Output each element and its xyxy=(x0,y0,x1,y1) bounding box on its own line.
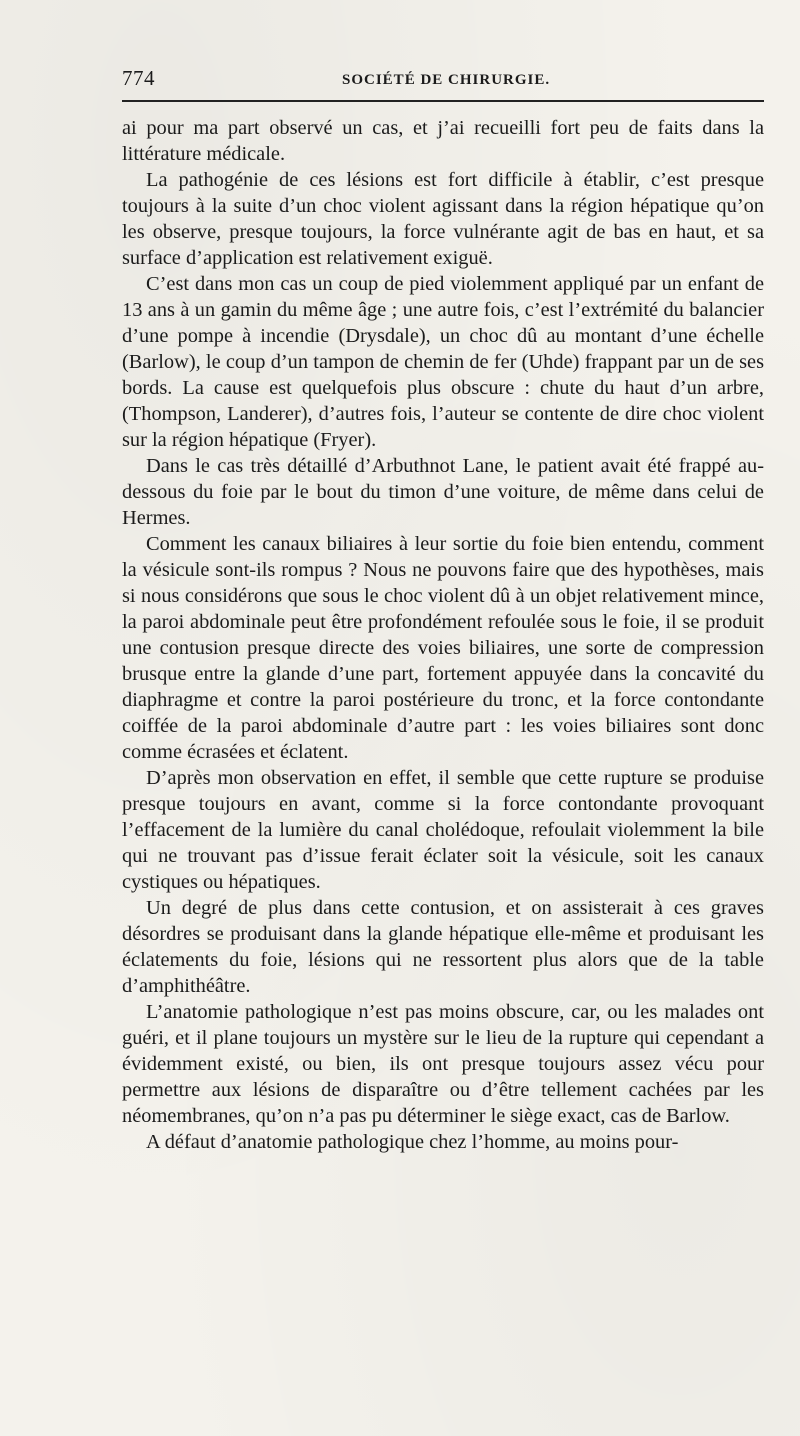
paragraph: A défaut d’anatomie pathologique chez l’homme, au moins pour- xyxy=(146,1131,679,1153)
paragraph: Un degré de plus dans cette contusion, et on assisterait à ces graves désordres se produisant dans la glande hépatique elle-même et produisant les éclatements du foie, lésions qui ne ressortent plus alors que de la table d’amphithéâtre. xyxy=(122,897,764,997)
paragraph: Dans le cas très détaillé d’Arbuthnot Lane, le patient avait été frappé au-dessous du foie par le bout du timon d’une voiture, de même dans celui de Hermes. xyxy=(122,455,764,529)
page-number: 774 xyxy=(122,66,155,90)
running-head xyxy=(122,66,762,96)
paragraph: Comment les canaux biliaires à leur sortie du foie bien entendu, comment la vésicule sont-ils rompus ? Nous ne pouvons faire que des hypothèses, mais si nous considérons que sous le choc violent dû à un objet relativement mince, la paroi abdominale peut être profondément refoulée sous le foie, il se produit une contusion presque directe des voies biliaires, une sorte de compression brusque entre la glande d’une part, fortement appuyée dans la concavité du diaphragme et contre la paroi postérieure du tronc, et la force contondante coiffée de la paroi abdominale d’autre part : les voies biliaires sont donc comme écrasées et éclatent. xyxy=(122,533,764,763)
running-title: SOCIÉTÉ DE CHIRURGIE. xyxy=(342,72,551,88)
paragraph: D’après mon observation en effet, il semble que cette rupture se produise presque toujours en avant, comme si la force contondante provoquant l’effacement de la lumière du canal cholédoque, refoulait violemment la bile qui ne trouvant pas d’issue ferait éclater soit la vésicule, soit les canaux cystiques ou hépatiques. xyxy=(122,767,764,893)
paragraph: ai pour ma part observé un cas, et j’ai recueilli fort peu de faits dans la littérature médicale. xyxy=(122,117,764,165)
paragraph: L’anatomie pathologique n’est pas moins obscure, car, ou les malades ont guéri, et il plane toujours un mystère sur le lieu de la rupture qui cependant a évidemment existé, ou bien, ils ont presque toujours assez vécu pour permettre aux lésions de disparaître ou d’être tellement cachées par les néomembranes, qu’on n’a pas pu déterminer le siège exact, cas de Barlow. xyxy=(122,1001,764,1127)
body-text xyxy=(122,115,764,1155)
header-rule xyxy=(122,100,764,102)
paragraph: C’est dans mon cas un coup de pied violemment appliqué par un enfant de 13 ans à un gamin du même âge ; une autre fois, c’est l’extrémité du balancier d’une pompe à incendie (Drysdale), un choc dû au montant d’une échelle (Barlow), le coup d’un tampon de chemin de fer (Uhde) frappant par un de ses bords. La cause est quelquefois plus obscure : chute du haut d’un arbre, (Thompson, Landerer), d’autres fois, l’auteur se contente de dire choc violent sur la région hépatique (Fryer). xyxy=(122,273,764,451)
paragraph: La pathogénie de ces lésions est fort difficile à établir, c’est presque toujours à la suite d’un choc violent agissant dans la région hépatique qu’on les observe, presque toujours, la force vulnérante agit de bas en haut, et sa surface d’application est relativement exiguë. xyxy=(122,169,764,269)
